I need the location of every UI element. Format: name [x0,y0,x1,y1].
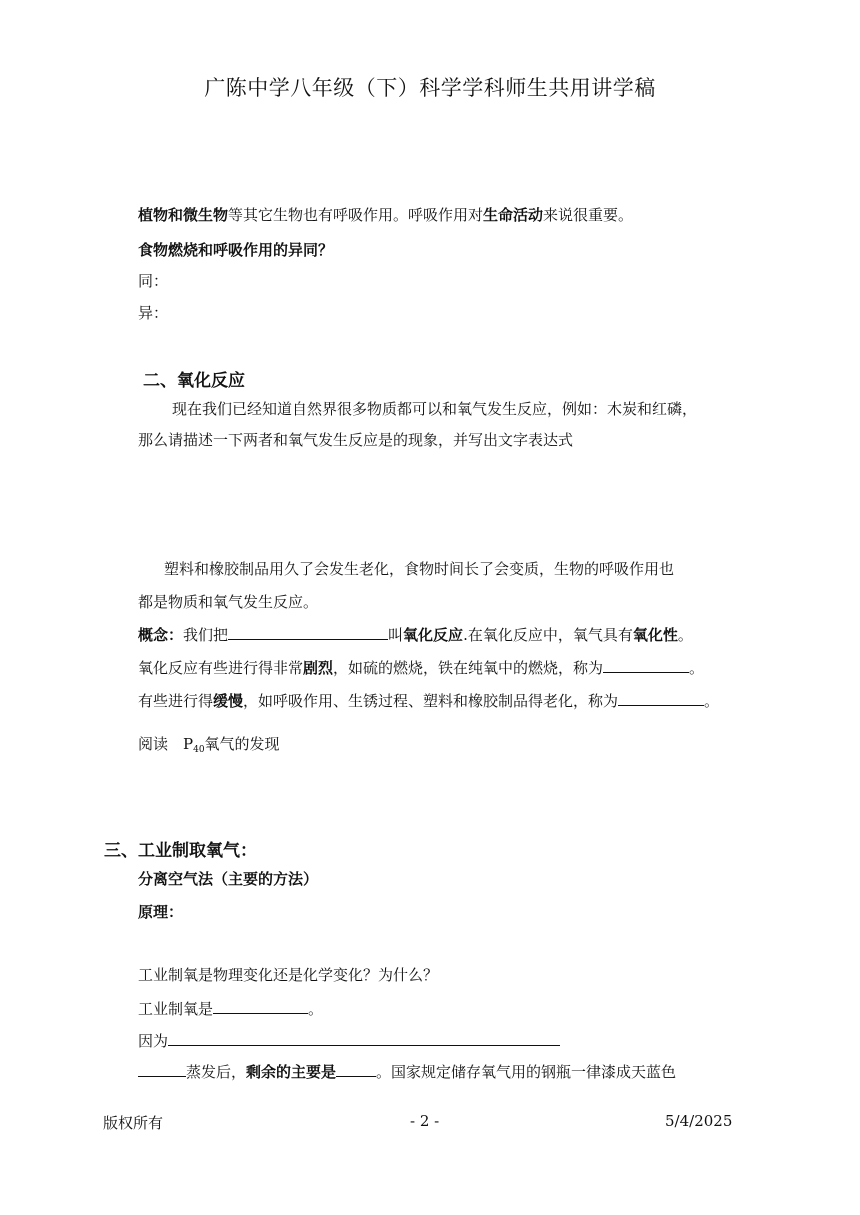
principle-label: 原理： [138,903,184,921]
text-segment: 。 [689,659,705,677]
text-segment: 阅读 P [138,735,194,753]
evaporation-line [138,1061,676,1082]
answer-line [138,998,323,1019]
text-segment: .在氧化反应中，氧气具有 [463,626,633,644]
term-oxidation-reaction: 氧化反应 [403,626,464,644]
intro-line-1: 现在我们已经知道自然界很多物质都可以和氧气发生反应，例如：木炭和红磷， [172,400,698,418]
industrial-question: 工业制氧是物理变化还是化学变化？为什么？ [138,966,439,984]
concept-line [138,624,693,645]
text-segment: 氧化反应有些进行得非常 [138,659,304,677]
page-subscript: 40 [193,745,205,755]
method-line: 分离空气法（主要的方法） [138,870,319,888]
answer-blank[interactable] [213,998,308,1014]
intro-line-2: 那么请描述一下两者和氧气发生反应是的现象，并写出文字表达式 [138,431,574,449]
respiration-paragraph [138,205,633,225]
comparison-question: 食物燃烧和呼吸作用的异同？ [138,241,334,259]
footer-page-number: - 2 - [410,1112,440,1130]
because-blank[interactable] [168,1030,560,1046]
text-segment: 氧气的发现 [204,735,280,753]
text-segment: 工业制氧是 [138,1000,214,1018]
difference-label: 异： [138,304,169,322]
text-segment: ，如硫的燃烧，铁在纯氧中的燃烧，称为 [333,659,604,677]
term-oxidizing: 氧化性 [632,626,678,644]
term-life-activity: 生命活动 [483,206,544,224]
text-segment: 来说很重要。 [543,206,634,224]
concept-blank[interactable] [228,624,388,640]
because-line [138,1030,560,1051]
text-segment: 等其它生物也有呼吸作用。呼吸作用对 [228,206,484,224]
text-segment: 叫 [388,626,404,644]
slow-oxidation-line [138,690,719,711]
footer-date: 5/4/2025 [665,1112,733,1130]
text-segment: 蒸发后， [186,1063,247,1081]
text-segment: 。 [308,1000,324,1018]
text-segment: 因为 [138,1032,169,1050]
aging-line-1: 塑料和橡胶制品用久了会发生老化，食物时间长了会变质，生物的呼吸作用也 [164,560,675,578]
text-segment: ，如呼吸作用、生锈过程、塑料和橡胶制品得老化，称为 [243,692,619,710]
text-segment: 。 [677,626,693,644]
section-heading-industrial: 三、工业制取氧气： [104,841,257,861]
term-remaining: 剩余的主要是 [246,1063,337,1081]
concept-label: 概念： [138,626,184,644]
fast-oxidation-blank[interactable] [603,657,689,673]
term-violent: 剧烈 [303,659,334,677]
section-heading-oxidation: 二、氧化反应 [143,371,245,391]
text-segment: 。 [704,692,720,710]
evaporation-blank[interactable] [138,1061,186,1077]
same-label: 同： [138,272,169,290]
aging-line-2: 都是物质和氧气发生反应。 [138,593,319,611]
text-segment: 。国家规定储存氧气用的钢瓶一律漆成天蓝色 [376,1063,677,1081]
text-segment: 我们把 [183,626,229,644]
term-plants-microbes: 植物和微生物 [138,206,229,224]
slow-oxidation-blank[interactable] [618,690,704,706]
text-segment: 有些进行得 [138,692,214,710]
reading-line [138,734,280,760]
page-title: 广陈中学八年级（下）科学学科师生共用讲学稿 [204,76,656,100]
remaining-blank[interactable] [336,1061,376,1077]
fast-oxidation-line [138,657,704,678]
term-slow: 缓慢 [213,692,244,710]
footer-copyright: 版权所有 [103,1114,164,1132]
